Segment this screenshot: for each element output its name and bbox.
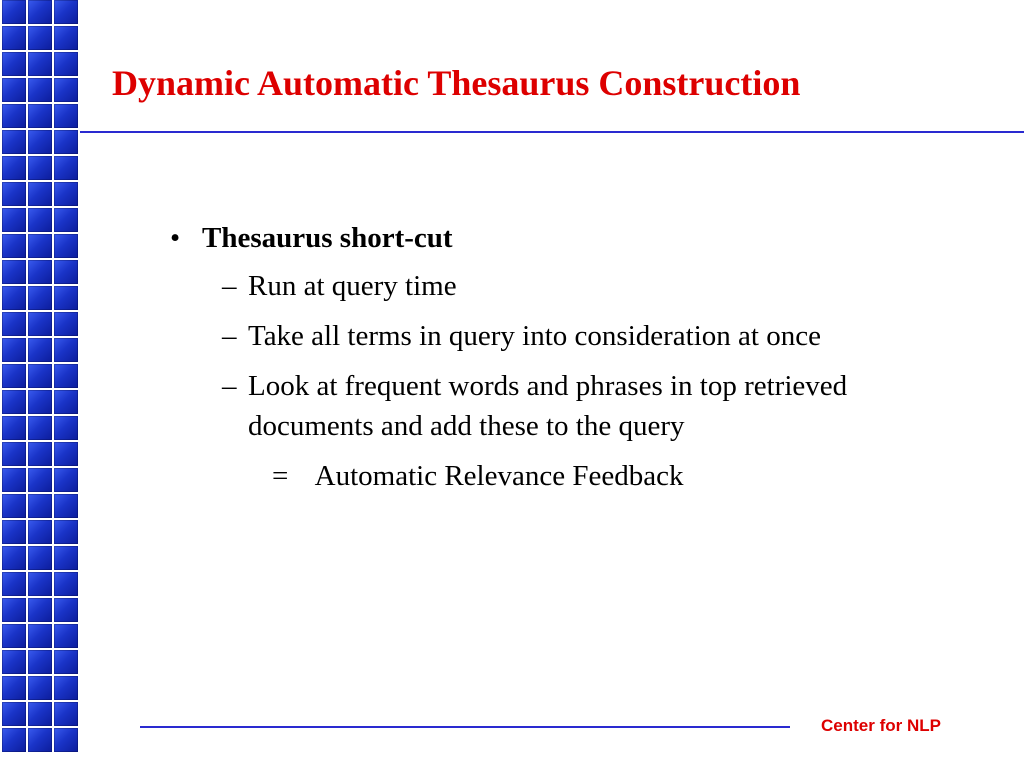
sub-item-run-at-query-time [170, 266, 930, 306]
decorative-tile [2, 26, 26, 50]
decorative-tile [28, 572, 52, 596]
tile-pattern [2, 0, 78, 752]
decorative-tile [2, 52, 26, 76]
decorative-tile [54, 0, 78, 24]
decorative-tile [2, 78, 26, 102]
sub-item-frequent-words [170, 366, 930, 446]
decorative-tile [54, 494, 78, 518]
equals-text: Automatic Relevance Feedback [314, 460, 684, 492]
decorative-tile [54, 312, 78, 336]
decorative-tile [54, 286, 78, 310]
sub-item-take-all-terms [170, 316, 930, 356]
decorative-tile [2, 208, 26, 232]
title-underline [80, 131, 1024, 133]
decorative-tile [54, 390, 78, 414]
decorative-tile [2, 0, 26, 24]
decorative-tile [54, 234, 78, 258]
decorative-tile [28, 104, 52, 128]
decorative-tile [28, 0, 52, 24]
sub-item-text: Run at query time [248, 270, 457, 302]
decorative-tile [54, 182, 78, 206]
decorative-tile [54, 520, 78, 544]
decorative-tile [28, 546, 52, 570]
bullet-item [170, 218, 930, 258]
decorative-tile [54, 598, 78, 622]
decorative-tile [54, 156, 78, 180]
bullet-mark: • [170, 222, 181, 254]
decorative-tile [2, 182, 26, 206]
decorative-tile [54, 702, 78, 726]
dash-mark: – [222, 320, 237, 352]
decorative-tile [28, 468, 52, 492]
footer-label: Center for NLP [821, 716, 941, 735]
decorative-tile [28, 260, 52, 284]
decorative-tile [54, 338, 78, 362]
equals-mark: = [272, 460, 289, 492]
decorative-tile [54, 468, 78, 492]
decorative-tile [54, 650, 78, 674]
decorative-tile [54, 624, 78, 648]
decorative-tile [2, 676, 26, 700]
decorative-tile [28, 676, 52, 700]
decorative-tile [28, 78, 52, 102]
sub-item-text: Take all terms in query into consideration at once [248, 320, 821, 352]
decorative-tile [2, 650, 26, 674]
bullet-text: Thesaurus short-cut [202, 222, 453, 254]
decorative-tile [28, 208, 52, 232]
decorative-tile [28, 234, 52, 258]
decorative-tile [28, 312, 52, 336]
decorative-tile [2, 338, 26, 362]
decorative-tile [28, 390, 52, 414]
decorative-tile [54, 676, 78, 700]
decorative-tile [2, 728, 26, 752]
decorative-tile [28, 520, 52, 544]
decorative-tile [28, 52, 52, 76]
decorative-tile [2, 364, 26, 388]
decorative-tile [2, 156, 26, 180]
decorative-tile [2, 598, 26, 622]
decorative-tile [2, 104, 26, 128]
decorative-tile [28, 624, 52, 648]
decorative-tile [28, 338, 52, 362]
decorative-tile [54, 130, 78, 154]
decorative-tile [2, 546, 26, 570]
decorative-tile [2, 312, 26, 336]
decorative-tile [2, 260, 26, 284]
decorative-tile [28, 702, 52, 726]
decorative-tile [28, 728, 52, 752]
decorative-tile [28, 26, 52, 50]
decorative-tile [2, 520, 26, 544]
decorative-tile [28, 598, 52, 622]
decorative-tile [2, 390, 26, 414]
decorative-tile [2, 468, 26, 492]
decorative-tile [28, 364, 52, 388]
decorative-tile [2, 130, 26, 154]
decorative-tile [28, 130, 52, 154]
decorative-tile [54, 546, 78, 570]
decorative-tile [54, 78, 78, 102]
decorative-tile [54, 572, 78, 596]
decorative-tile [2, 234, 26, 258]
decorative-tile [2, 572, 26, 596]
decorative-tile [54, 26, 78, 50]
equals-line [170, 456, 930, 496]
decorative-tile [2, 442, 26, 466]
decorative-tile [28, 156, 52, 180]
decorative-tile [2, 286, 26, 310]
decorative-tile [54, 260, 78, 284]
decorative-tile [54, 104, 78, 128]
decorative-tile [2, 416, 26, 440]
decorative-tile [28, 494, 52, 518]
side-decoration [0, 0, 80, 768]
decorative-tile [2, 494, 26, 518]
dash-mark: – [222, 370, 237, 402]
decorative-tile [28, 442, 52, 466]
decorative-tile [54, 728, 78, 752]
decorative-tile [2, 624, 26, 648]
slide-title: Dynamic Automatic Thesaurus Construction [112, 63, 801, 103]
slide-content [170, 218, 930, 496]
decorative-tile [28, 182, 52, 206]
footer-rule [140, 726, 790, 728]
sub-item-text: Look at frequent words and phrases in top retrieved documents and add these to the query [248, 370, 848, 442]
decorative-tile [54, 416, 78, 440]
decorative-tile [2, 702, 26, 726]
decorative-tile [28, 416, 52, 440]
decorative-tile [28, 650, 52, 674]
decorative-tile [54, 52, 78, 76]
decorative-tile [54, 442, 78, 466]
decorative-tile [54, 208, 78, 232]
dash-mark: – [222, 270, 237, 302]
decorative-tile [54, 364, 78, 388]
decorative-tile [28, 286, 52, 310]
